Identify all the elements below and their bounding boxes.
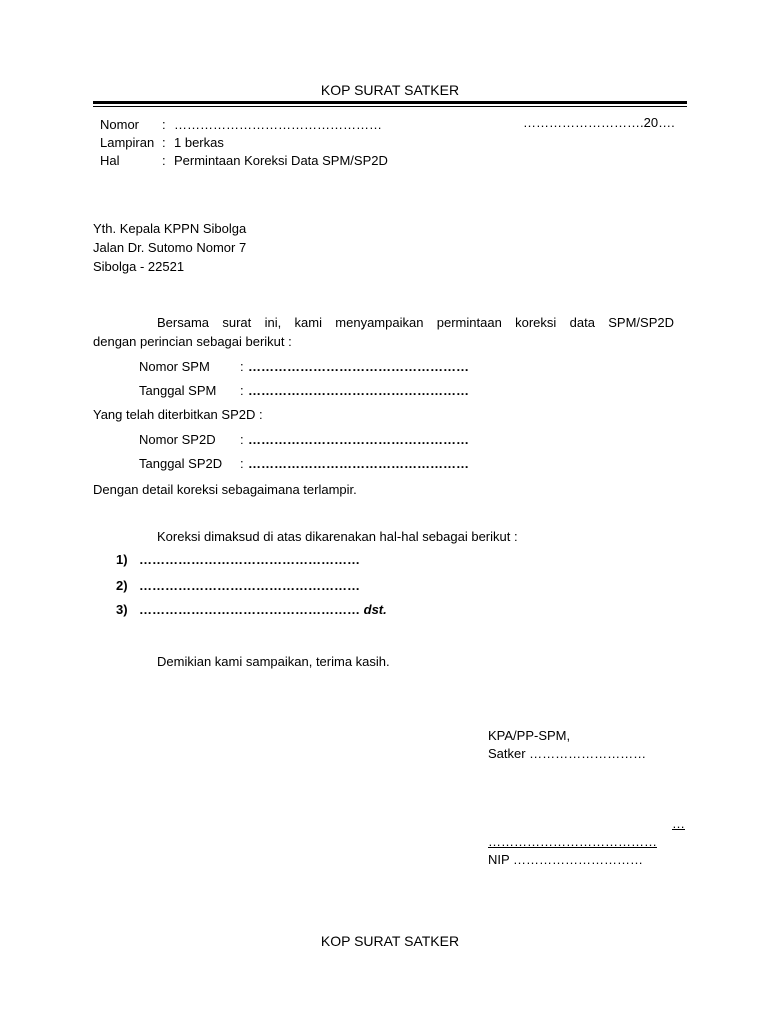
signature-role: KPA/PP-SPM, — [488, 728, 571, 743]
signature-name-line: ………………………………… — [488, 834, 657, 849]
tanggal-spm-label: Tanggal SPM — [139, 383, 217, 398]
lampiran-label: Lampiran — [100, 135, 155, 150]
hal-separator: : — [162, 153, 166, 168]
signature-nip: NIP ………………………… — [488, 852, 644, 867]
nomor-spm-separator: : — [240, 359, 244, 374]
hal-value: Permintaan Koreksi Data SPM/SP2D — [174, 153, 388, 168]
closing-line: Demikian kami sampaikan, terima kasih. — [157, 654, 390, 669]
intro-line-1: Bersama surat ini, kami menyampaikan permintaan koreksi data SPM/SP2D — [157, 315, 674, 330]
date-line: ……………………….20…. — [523, 115, 675, 130]
footer-letterhead-title: KOP SURAT SATKER — [320, 933, 460, 949]
reason-number-3: 3) — [116, 602, 128, 617]
hal-label: Hal — [100, 153, 120, 168]
lampiran-value: 1 berkas — [174, 135, 224, 150]
nomor-spm-value: …………………………………………… — [248, 359, 469, 374]
nomor-sp2d-value: …………………………………………… — [248, 432, 469, 447]
reason-intro: Koreksi dimaksud di atas dikarenakan hal-hal sebagai berikut : — [157, 529, 518, 544]
reason-line-3 — [139, 602, 387, 617]
recipient-line-1: Yth. Kepala KPPN Sibolga — [93, 221, 247, 236]
reason-suffix-dst: dst. — [363, 602, 387, 617]
intro-line-2: dengan perincian sebagai berikut : — [93, 334, 292, 349]
signature-satker: Satker ……………………… — [488, 746, 647, 761]
tanggal-spm-value: …………………………………………… — [248, 383, 469, 398]
tanggal-spm-separator: : — [240, 383, 244, 398]
detail-line: Dengan detail koreksi sebagaimana terlampir. — [93, 482, 357, 497]
reason-text-1: …………………………………………… — [139, 552, 360, 567]
recipient-line-3: Sibolga - 22521 — [93, 259, 185, 274]
nomor-label: Nomor — [100, 117, 140, 132]
recipient-line-2: Jalan Dr. Sutomo Nomor 7 — [93, 240, 247, 255]
letterhead-title: KOP SURAT SATKER — [320, 82, 460, 98]
lampiran-separator: : — [162, 135, 166, 150]
tanggal-sp2d-label: Tanggal SP2D — [139, 456, 223, 471]
letterhead-rule-thin — [93, 106, 687, 107]
tanggal-sp2d-value: …………………………………………… — [248, 456, 469, 471]
reason-text-3: …………………………………………… — [139, 602, 360, 617]
reason-text-2: …………………………………………… — [139, 578, 360, 593]
nomor-value: ………………………………………… — [174, 117, 382, 132]
tanggal-sp2d-separator: : — [240, 456, 244, 471]
letterhead-rule-thick — [93, 101, 687, 104]
nomor-spm-label: Nomor SPM — [139, 359, 210, 374]
nomor-sp2d-separator: : — [240, 432, 244, 447]
nomor-sp2d-label: Nomor SP2D — [139, 432, 216, 447]
nomor-separator: : — [162, 117, 166, 132]
signature-dots-short: … — [672, 816, 685, 831]
reason-number-1: 1) — [116, 552, 128, 567]
issued-line: Yang telah diterbitkan SP2D : — [93, 407, 263, 422]
reason-number-2: 2) — [116, 578, 128, 593]
